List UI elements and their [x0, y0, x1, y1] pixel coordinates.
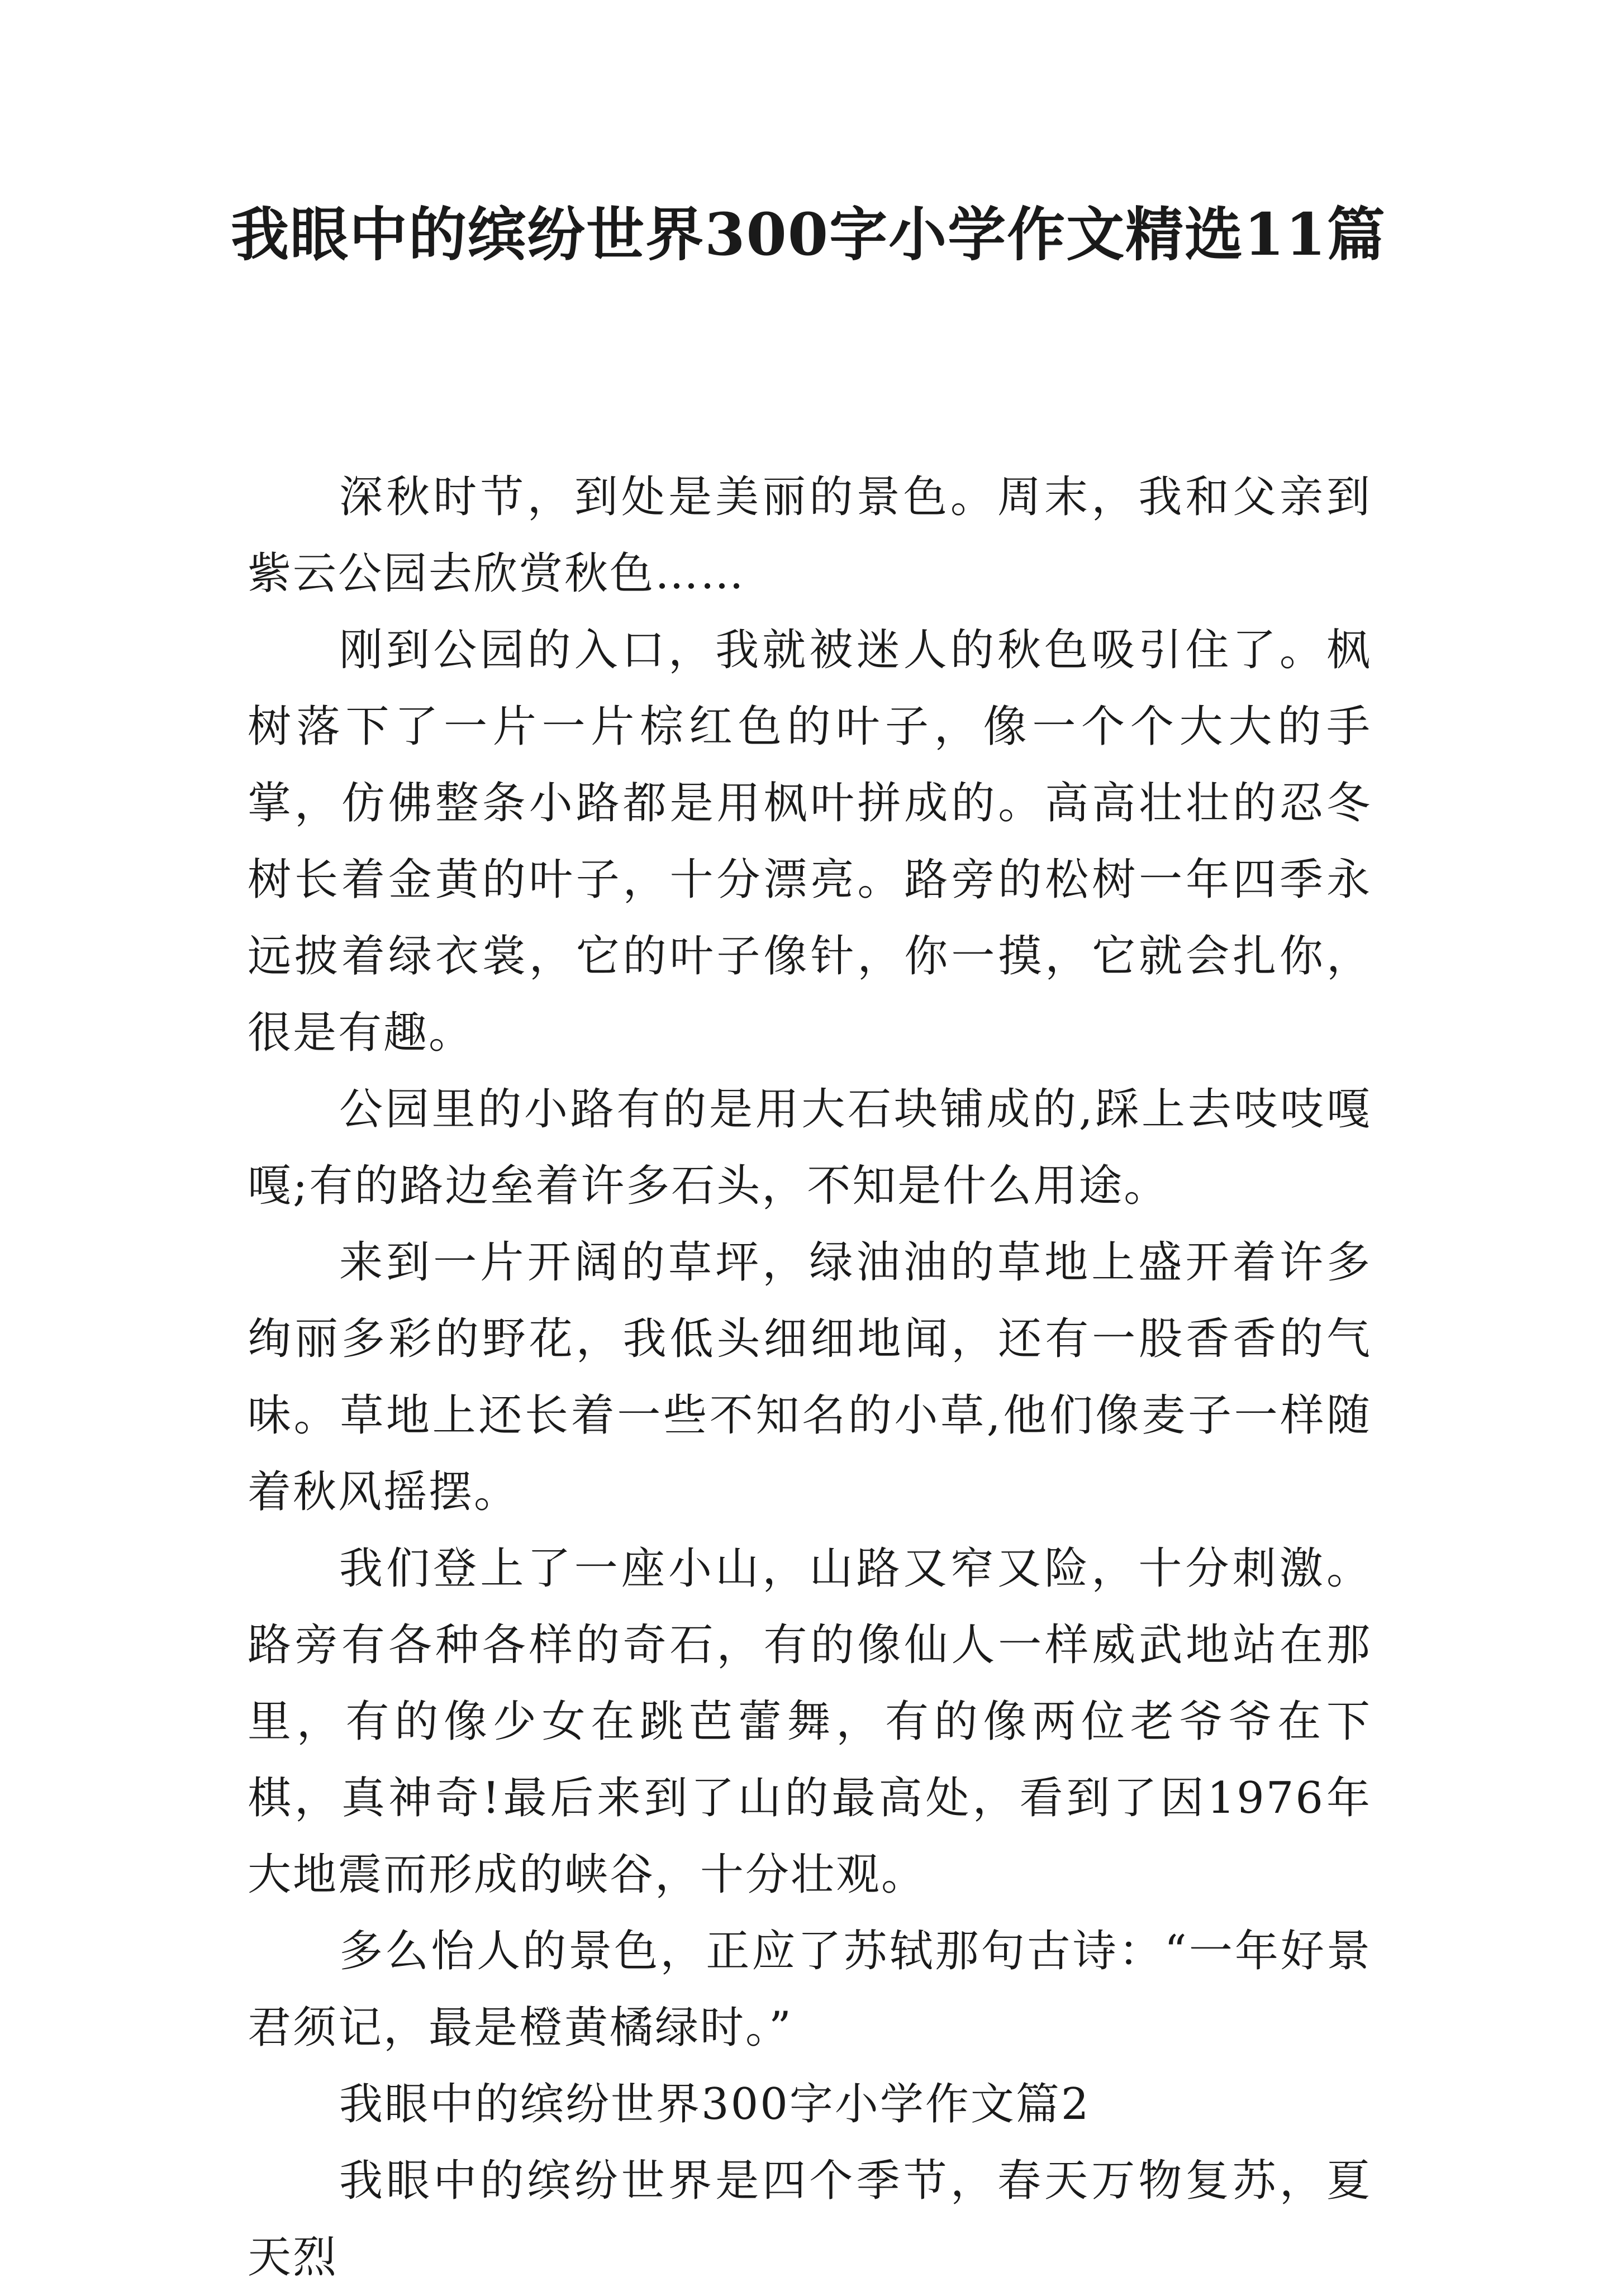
paragraph: 公园里的小路有的是用大石块铺成的,踩上去吱吱嘎嘎;有的路边垒着许多石头，不知是什么用途。: [248, 1084, 1372, 1211]
paragraph: 刚到公园的入口，我就被迷人的秋色吸引住了。枫树落下了一片一片棕红色的叶子，像一个个大大的手掌，仿佛整条小路都是用枫叶拼成的。高高壮壮的忍冬树长着金黄的叶子，十分漂亮。路旁的松树一年四季永远披着绿衣裳，它的叶子像针，你一摸，它就会扎你，很是有趣。: [248, 625, 1372, 1058]
paragraph: 深秋时节，到处是美丽的景色。周末，我和父亲到紫云公园去欣赏秋色……: [248, 472, 1372, 599]
paragraph: 多么怡人的景色，正应了苏轼那句古诗：“一年好景君须记，最是橙黄橘绿时。”: [248, 1926, 1372, 2053]
document-body: [248, 459, 1372, 2296]
paragraph: 来到一片开阔的草坪，绿油油的草地上盛开着许多绚丽多彩的野花，我低头细细地闻，还有一股香香的气味。草地上还长着一些不知名的小草,他们像麦子一样随着秋风摇摆。: [248, 1237, 1372, 1517]
section-heading: 我眼中的缤纷世界300字小学作文篇2: [339, 2079, 1091, 2130]
document-title: 我眼中的缤纷世界300字小学作文精选11篇: [231, 200, 1386, 269]
paragraph: 我眼中的缤纷世界是四个季节，春天万物复苏，夏天烈: [248, 2156, 1372, 2283]
paragraph: 我们登上了一座小山，山路又窄又险，十分刺激。路旁有各种各样的奇石，有的像仙人一样威武地站在那里，有的像少女在跳芭蕾舞，有的像两位老爷爷在下棋，真神奇!最后来到了山的最高处，看到了因1976年大地震而形成的峡谷，十分壮观。: [248, 1544, 1372, 1900]
